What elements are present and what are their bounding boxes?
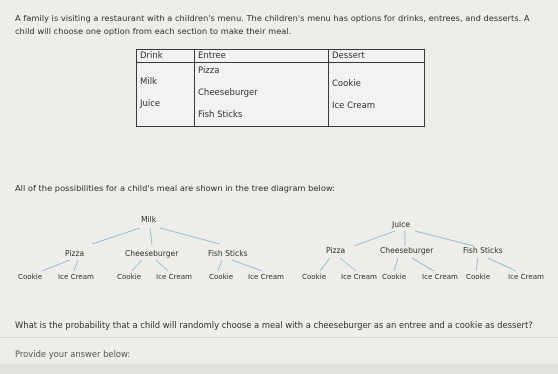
answer-prompt[interactable]: Provide your answer below:: [15, 349, 131, 359]
tree-leaf-dessert: Cookie: [382, 272, 407, 281]
tree-node-entree: Cheeseburger: [380, 246, 434, 255]
header-dessert: Dessert: [329, 50, 425, 63]
tree-leaf-dessert: Ice Cream: [508, 272, 544, 281]
tree-node-entree: Cheeseburger: [125, 249, 179, 258]
tree-root-milk: Milk: [141, 215, 157, 224]
header-drink: Drink: [137, 50, 195, 63]
header-entree: Entree: [195, 50, 329, 63]
tree-leaf-dessert: Ice Cream: [58, 272, 94, 281]
tree-leaf-dessert: Cookie: [18, 272, 43, 281]
dessert-item: Cookie: [332, 79, 361, 89]
question-text: What is the probability that a child will randomly choose a meal with a cheeseburger as an entree and a cookie as dessert?: [15, 320, 533, 330]
tree-leaf-dessert: Ice Cream: [422, 272, 458, 281]
tree-leaf-dessert: Ice Cream: [341, 272, 377, 281]
tree-node-entree: Fish Sticks: [208, 249, 248, 258]
tree-leaf-dessert: Cookie: [209, 272, 234, 281]
drink-item: Juice: [140, 99, 161, 109]
dessert-item: Ice Cream: [332, 101, 376, 111]
problem-intro: A family is visiting a restaurant with a children's menu. The children's menu has options for drinks, entrees, and desserts. A child will choose one option from each section to make their meal.: [15, 13, 530, 36]
tree-leaf-dessert: Cookie: [466, 272, 491, 281]
tree-leaf-dessert: Cookie: [302, 272, 327, 281]
tree-root-juice: Juice: [392, 220, 411, 229]
tree-leaf-dessert: Ice Cream: [156, 272, 192, 281]
tree-caption: All of the possibilities for a child's meal are shown in the tree diagram below:: [15, 183, 336, 193]
drink-item: Milk: [140, 77, 157, 87]
entree-item: Fish Sticks: [198, 110, 243, 120]
tree-node-entree: Pizza: [65, 249, 85, 258]
tree-leaf-dessert: Cookie: [117, 272, 142, 281]
tree-leaf-dessert: Ice Cream: [248, 272, 284, 281]
divider: [0, 337, 558, 338]
entree-item: Pizza: [198, 66, 220, 76]
answer-area[interactable]: [0, 364, 558, 374]
tree-node-entree: Pizza: [326, 246, 346, 255]
tree-node-entree: Fish Sticks: [463, 246, 503, 255]
entree-item: Cheeseburger: [198, 88, 258, 98]
